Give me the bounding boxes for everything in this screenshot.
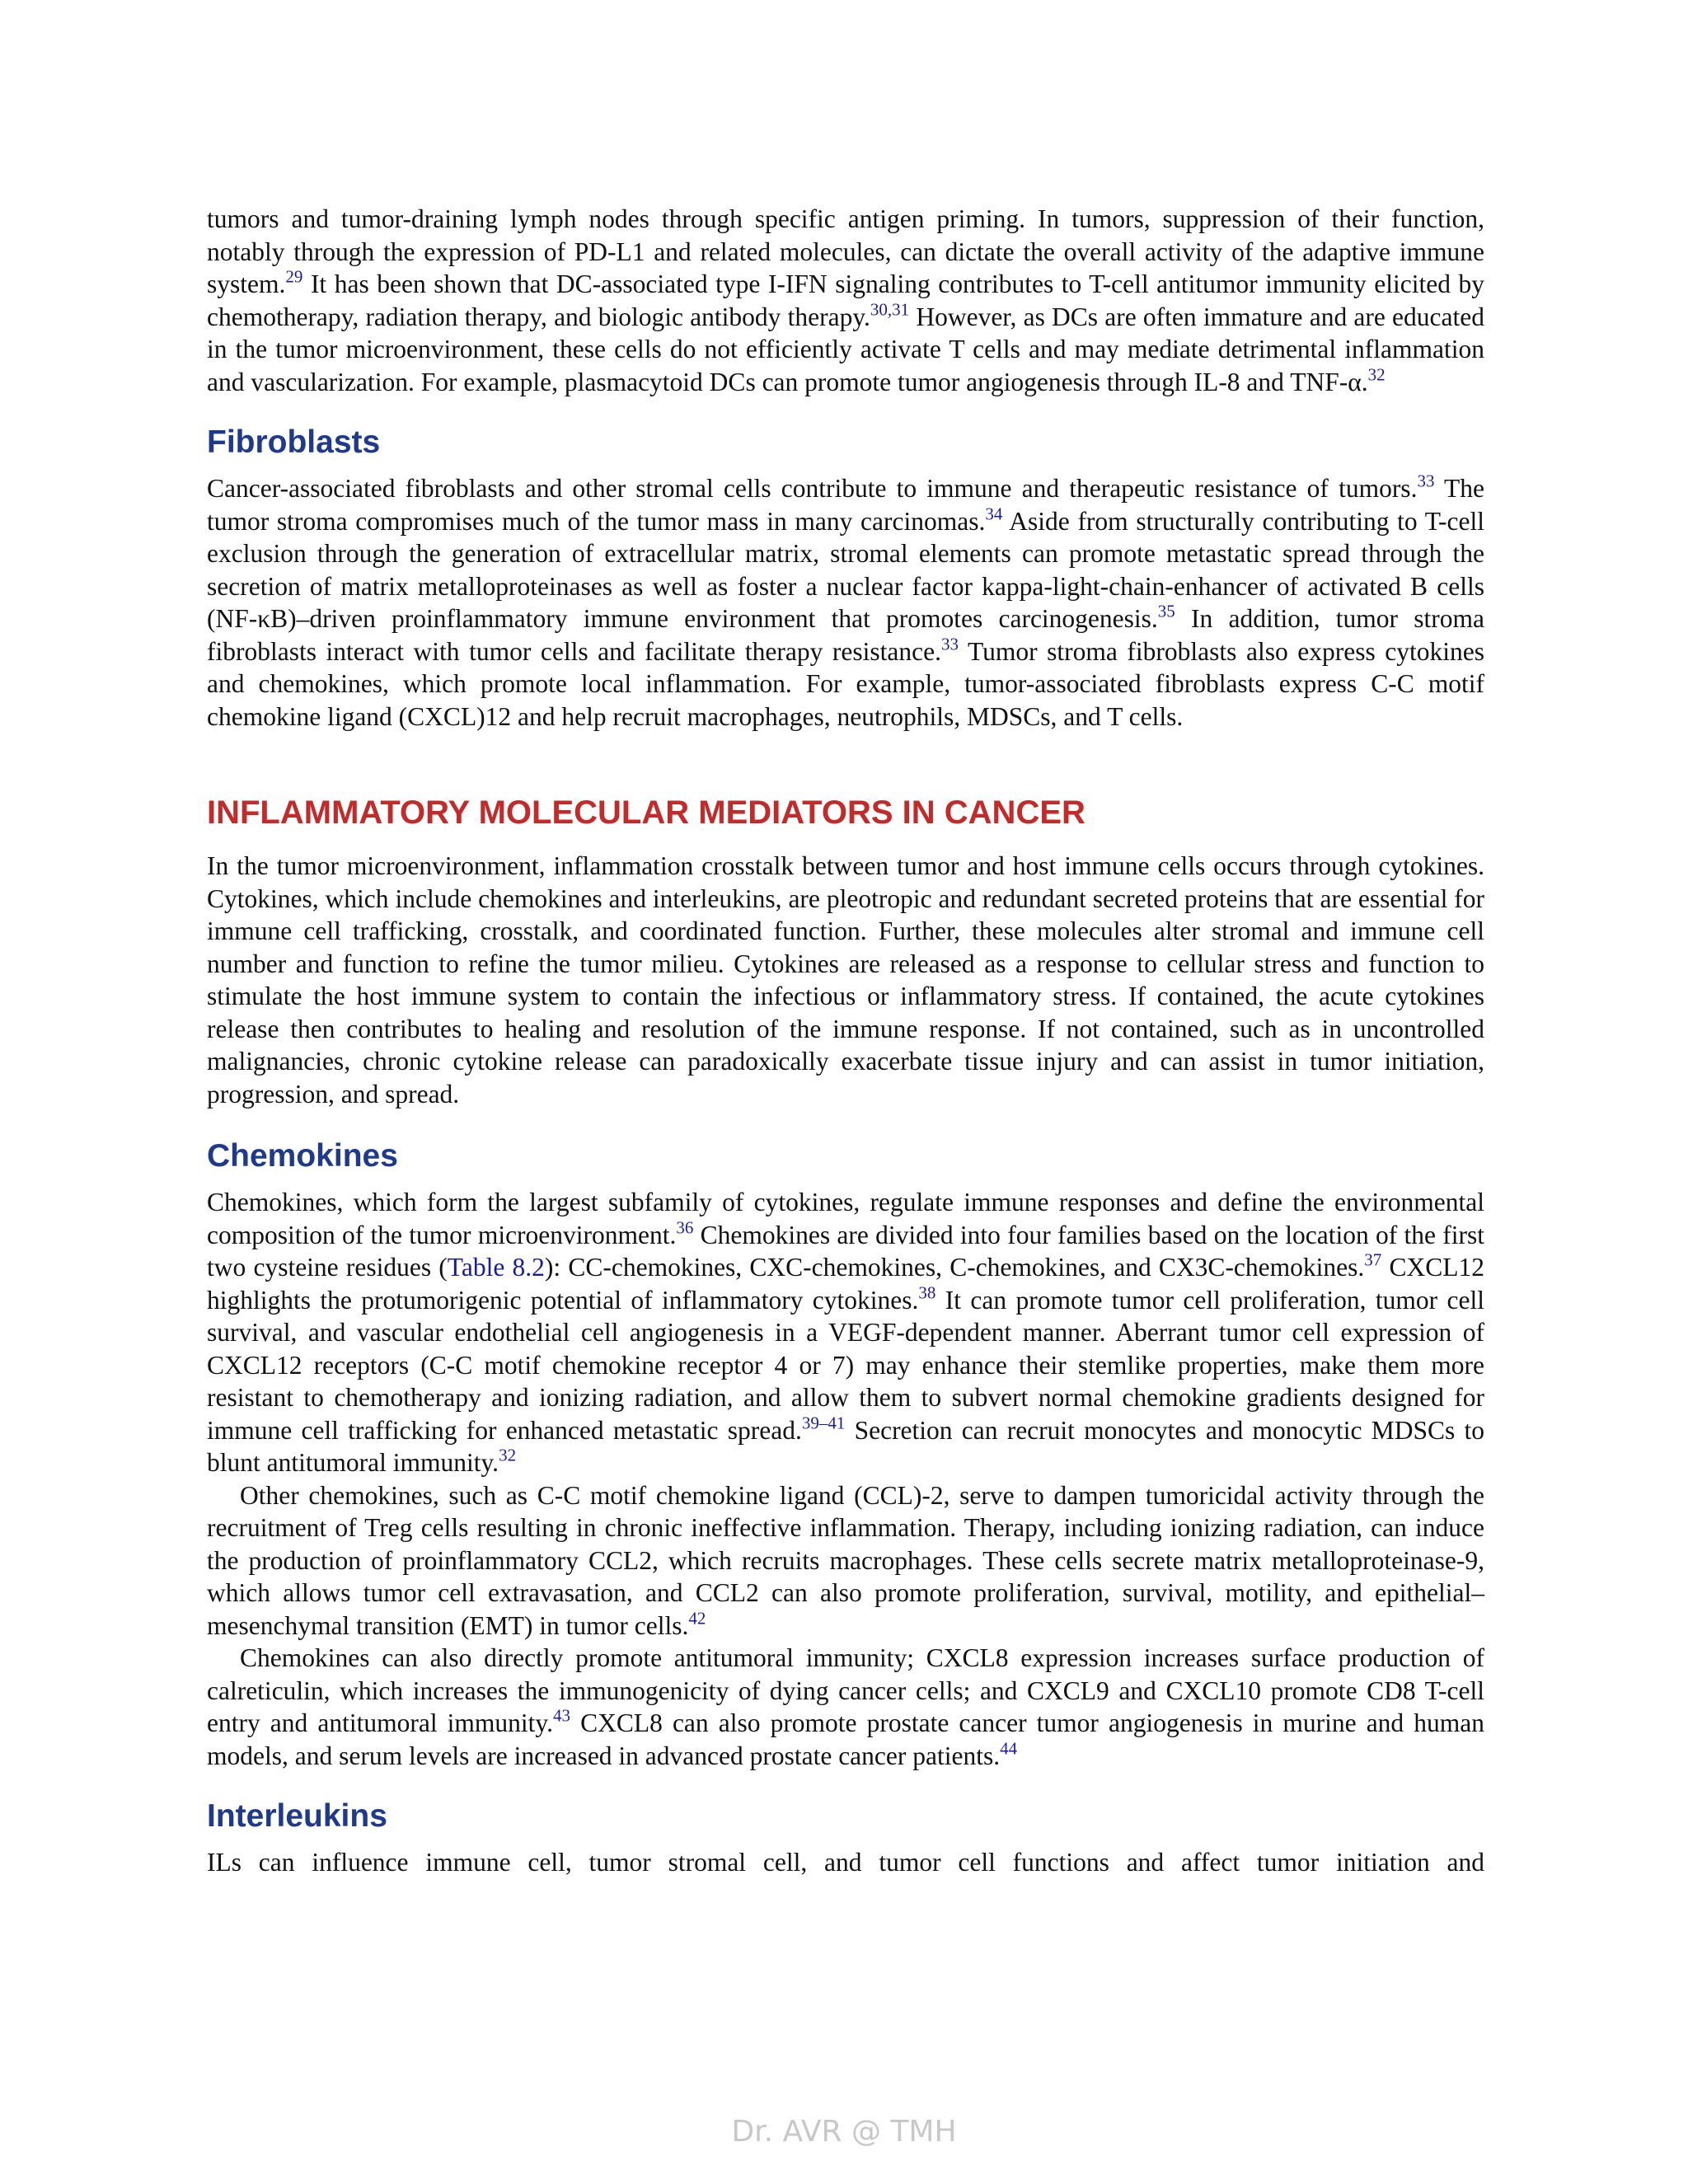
heading-interleukins: Interleukins (207, 1798, 387, 1834)
watermark: Dr. AVR @ TMH (731, 2115, 957, 2149)
paragraph-dc-function: tumors and tumor-draining lymph nodes through specific antigen priming. In tumors, suppression of their function, notably through the expression of PD-L1 and related molecules, can dictate the overall activity of the adaptive immune system.$^{29}$ It has been shown that DC-associated type I-IFN signaling contributes to T-cell antitumor immunity elicited by chemotherapy, radiation therapy, and biologic antibody therapy.$^{30,31}$ However, as DCs are often immature and are educated in the tumor microenvironment, these cells do not efficiently activate T cells and may mediate detrimental inflammation and vascularization. For example, plasmacytoid DCs can promote tumor angiogenesis through IL-8 and TNF-α.$^{32}$ (207, 204, 1484, 396)
citation-33[interactable]: 33 (1417, 471, 1435, 491)
citation-37[interactable]: 37 (1364, 1249, 1382, 1270)
citation-43[interactable]: 43 (553, 1705, 571, 1726)
citation-42[interactable]: 42 (688, 1607, 706, 1628)
citation-36[interactable]: 36 (676, 1216, 694, 1237)
citation-35[interactable]: 35 (1157, 601, 1175, 621)
paragraph-interleukins: ILs can influence immune cell, tumor stromal cell, and tumor cell functions and affect tumor initiation and (207, 1848, 1484, 1877)
citation-38[interactable]: 38 (918, 1282, 936, 1302)
paragraph-chemokines-3: Chemokines can also directly promote antitumoral immunity; CXCL8 expression increases surface production of calreticulin, which increases the immunogenicity of dying cancer cells; and CXCL9 and CXCL10 promote CD8 T-cell entry and antitumoral immunity.$^{43}$ CXCL8 can also promote prostate cancer tumor angiogenesis in murine and human models, and serum levels are increased in advanced prostate cancer patients.$^{44}$ (207, 1643, 1484, 1770)
paragraph-inflammatory-mediators: In the tumor microenvironment, inflammation crosstalk between tumor and host immune cells occurs through cytokines. Cytokines, which include chemokines and interleukins, are pleotropic and redundant secreted proteins that are essential for immune cell trafficking, crosstalk, and coordinated function. Further, these molecules alter stromal and immune cell number and function to refine the tumor milieu. Cytokines are released as a response to cellular stress and function to stimulate the host immune system to contain the infectious or inflammatory stress. If contained, the acute cytokines release then contributes to healing and resolution of the immune response. If not contained, such as in uncontrolled malignancies, chronic cytokine release can paradoxically exacerbate tissue injury and can assist in tumor initiation, progression, and spread. (207, 851, 1484, 1108)
citation-44[interactable]: 44 (1000, 1737, 1018, 1758)
heading-fibroblasts: Fibroblasts (207, 424, 381, 460)
paragraph-fibroblasts: Cancer-associated fibroblasts and other stromal cells contribute to immune and therapeutic resistance of tumors.$^{33}$ The tumor stroma compromises much of the tumor mass in many carcinomas.$^{34}$ Aside from structurally contributing to T-cell exclusion through the generation of extracellular matrix, stromal elements can promote metastatic spread through the secretion of matrix metalloproteinases as well as foster a nuclear factor kappa-light-chain-enhancer of activated B cells (NF-κB)–driven proinflammatory immune environment that promotes carcinogenesis.$^{35}$ In addition, tumor stroma fibroblasts interact with tumor cells and facilitate therapy resistance.$^{33}$ Tumor stroma fibroblasts also express cytokines and chemokines, which promote local inflammation. For example, tumor-associated fibroblasts express C-C motif chemokine ligand (CXCL)12 and help recruit macrophages, neutrophils, MDSCs, and T cells. (207, 471, 1485, 731)
citation-39-41[interactable]: 39–41 (801, 1412, 846, 1432)
paragraph-chemokines-1: Chemokines, which form the largest subfamily of cytokines, regulate immune responses and define the environmental composition of the tumor microenvironment.$^{36}$ Chemokines are divided into four families based on the location of the first two cysteine residues (Table 8.2): CC-chemokines, CXC-chemokines, C-chemokines, and CX3C-chemokines.$^{37}$ CXCL12 highlights the protumorigenic potential of inflammatory cytokines.$^{38}$ It can promote tumor cell proliferation, tumor cell survival, and vascular endothelial cell angiogenesis in a VEGF-dependent manner. Aberrant tumor cell expression of CXCL12 receptors (C-C motif chemokine receptor 4 or 7) may enhance their stemlike properties, make them more resistant to chemotherapy and ionizing radiation, and allow them to subvert normal chemokine gradients designed for immune cell trafficking for enhanced metastatic spread.$^{39-41}$ Secretion can recruit monocytes and monocytic MDSCs to blunt antitumoral immunity.$^{32}$ (207, 1188, 1484, 1477)
citation-33-repeat[interactable]: 33 (940, 633, 959, 654)
heading-inflammatory-mediators: INFLAMMATORY MOLECULAR MEDIATORS IN CANCER (207, 794, 1085, 831)
citation-30-31[interactable]: 30,31 (870, 298, 910, 319)
citation-32-repeat[interactable]: 32 (499, 1445, 517, 1465)
citation-32[interactable]: 32 (1367, 363, 1386, 384)
document-page (207, 203, 1484, 1879)
paragraph-chemokines-2: Other chemokines, such as C-C motif chemokine ligand (CCL)-2, serve to dampen tumoricidal activity through the recruitment of Treg cells resulting in chronic ineffective inflammation. Therapy, including ionizing radiation, can induce the production of proinflammatory CCL2, which recruits macrophages. These cells secrete matrix metalloproteinase-9, which allows tumor cell extravasation, and CCL2 can also promote proliferation, survival, motility, and epithelial–mesenchymal transition (EMT) in tumor cells.$^{42}$ (207, 1480, 1484, 1640)
citation-29[interactable]: 29 (285, 266, 303, 287)
table-8-2-link[interactable]: Table 8.2 (447, 1253, 545, 1282)
heading-chemokines: Chemokines (207, 1138, 398, 1174)
citation-34[interactable]: 34 (985, 503, 1003, 523)
